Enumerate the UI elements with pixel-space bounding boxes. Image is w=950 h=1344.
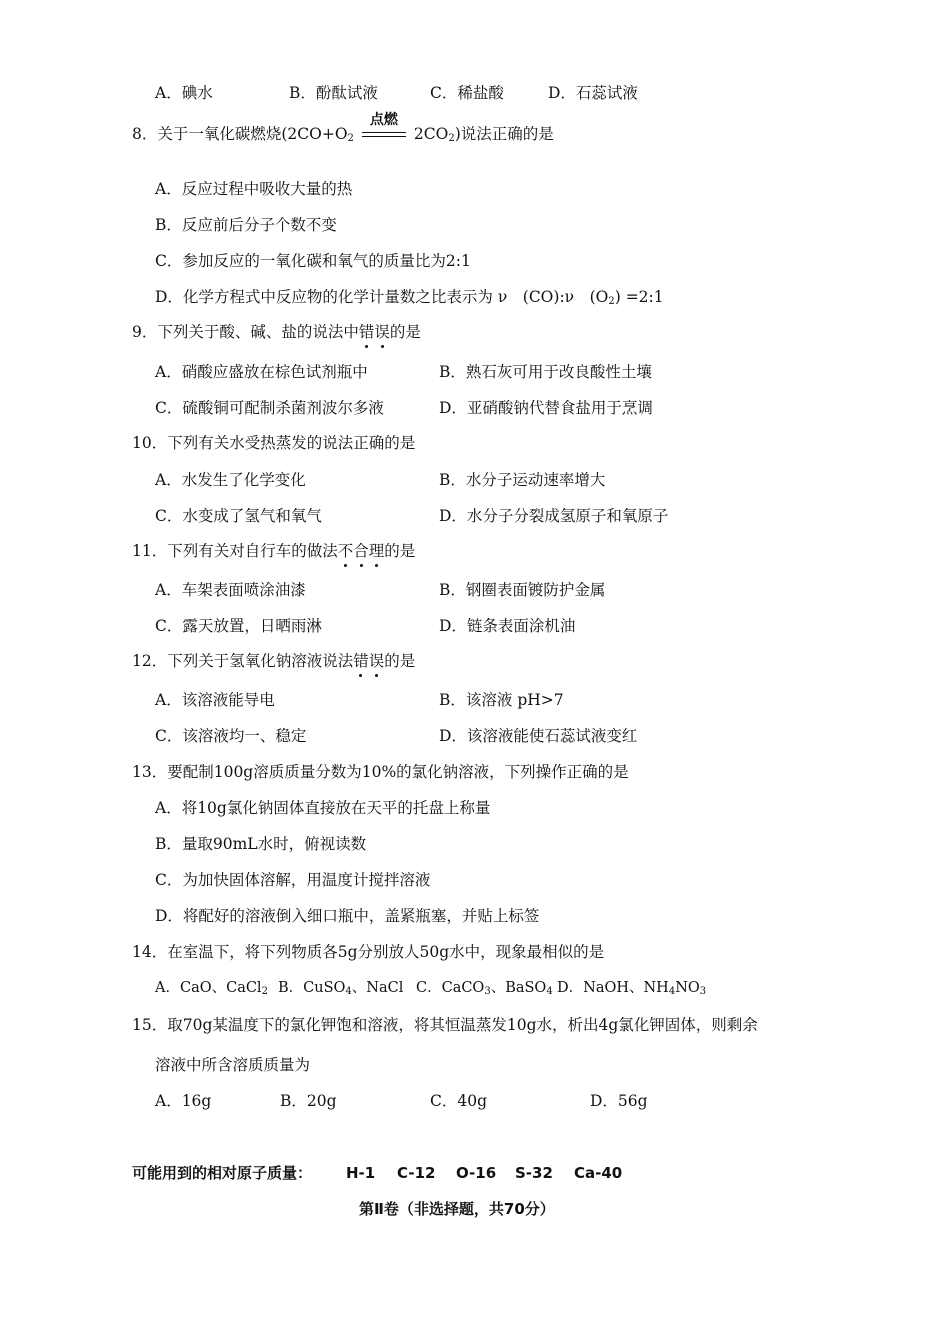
q13-option-a: A．将10g氯化钠固体直接放在天平的托盘上称量 [155, 799, 491, 817]
atomic-mass-label: 可能用到的相对原子质量： [132, 1164, 313, 1182]
q13-option-b: B．量取90mL水时，俯视读数 [155, 835, 367, 853]
q11-stem: 11．下列有关对自行车的做法不合理的是 [132, 542, 416, 560]
q12-stem: 12．下列关于氢氧化钠溶液说法错误的是 [132, 652, 416, 670]
atomic-mass-ca: Ca-40 [574, 1164, 623, 1182]
q10-option-d: D．水分子分裂成氢原子和氧原子 [439, 507, 669, 525]
q8-option-b: B．反应前后分子个数不变 [155, 216, 337, 234]
q12-option-b: B．该溶液 pH>7 [439, 691, 564, 709]
q9-stem: 9．下列关于酸、碱、盐的说法中错误的是 [132, 323, 421, 341]
q8-option-d: D．化学方程式中反应物的化学计量数之比表示为 ν (CO):ν $(O_2)$ =2:1 [155, 288, 664, 307]
q15-stem-line2: 溶液中所含溶质质量为 [155, 1056, 311, 1074]
q14-stem: 14．在室温下，将下列物质各5g分别放人50g水中，现象最相似的是 [132, 943, 605, 961]
q8-option-a: A．反应过程中吸收大量的热 [155, 180, 353, 198]
q11-option-a: A．车架表面喷涂油漆 [155, 581, 306, 599]
q13-stem: 13．要配制100g溶质质量分数为10%的氯化钠溶液，下列操作正确的是 [132, 763, 629, 781]
q11-option-b: B．钢圈表面镀防护金属 [439, 581, 606, 599]
section-title: 第Ⅱ卷（非选择题，共70分） [359, 1200, 555, 1218]
q11-option-d: D．链条表面涂机油 [439, 617, 576, 635]
atomic-mass-o: O-16 [456, 1164, 497, 1182]
q14-option-a: A．CaO、CaCl$_2$ [155, 980, 268, 997]
q14-option-b: B．CuSO$_4$、NaCl [278, 980, 404, 997]
q14-option-c: C．CaCO$_3$、BaSO$_4$ [416, 980, 553, 997]
q12-option-a: A．该溶液能导电 [155, 691, 275, 709]
q15-option-c: C．40g [430, 1092, 488, 1110]
q10-option-c: C．水变成了氢气和氧气 [155, 507, 322, 525]
q10-option-a: A．水发生了化学变化 [155, 471, 306, 489]
reaction-condition: 点燃 [360, 123, 408, 145]
q15-option-a: A．16g [155, 1092, 212, 1110]
q7-option-a: A．碘水 [155, 84, 213, 102]
atomic-mass-s: S-32 [515, 1164, 553, 1182]
q9-option-d: D．亚硝酸钠代替食盐用于烹调 [439, 399, 653, 417]
q11-option-c: C．露天放置，日晒雨淋 [155, 617, 322, 635]
q9-option-b: B．熟石灰可用于改良酸性土壤 [439, 363, 652, 381]
q13-option-c: C．为加快固体溶解，用温度计搅拌溶液 [155, 871, 431, 889]
atomic-mass-h: H-1 [346, 1164, 376, 1182]
atomic-mass-c: C-12 [397, 1164, 436, 1182]
q7-option-d: D．石蕊试液 [548, 84, 638, 102]
q10-stem: 10．下列有关水受热蒸发的说法正确的是 [132, 434, 416, 452]
q15-stem-line1: 15．取70g某温度下的氯化钾饱和溶液，将其恒温蒸发10g水，析出4g氯化钾固体，则剩余 [132, 1016, 758, 1034]
q8-stem: 8．关于一氧化碳燃烧($2CO+O_2$ 点燃 $2CO_2$)说法正确的是 [132, 112, 554, 144]
q9-option-c: C．硫酸铜可配制杀菌剂波尔多液 [155, 399, 384, 417]
q15-option-b: B．20g [280, 1092, 337, 1110]
q9-option-a: A．硝酸应盛放在棕色试剂瓶中 [155, 363, 368, 381]
q12-option-d: D．该溶液能使石蕊试液变红 [439, 727, 638, 745]
q7-option-c: C．稀盐酸 [430, 84, 504, 102]
q7-option-b: B．酚酞试液 [289, 84, 378, 102]
q14-option-d: D．NaOH、$NH_4NO_3$ [557, 980, 707, 997]
q8-option-c: C．参加反应的一氧化碳和氧气的质量比为2:1 [155, 252, 471, 270]
q13-option-d: D．将配好的溶液倒入细口瓶中，盖紧瓶塞，并贴上标签 [155, 907, 540, 925]
q10-option-b: B．水分子运动速率增大 [439, 471, 606, 489]
q15-option-d: D．56g [590, 1092, 648, 1110]
q12-option-c: C．该溶液均一、稳定 [155, 727, 307, 745]
